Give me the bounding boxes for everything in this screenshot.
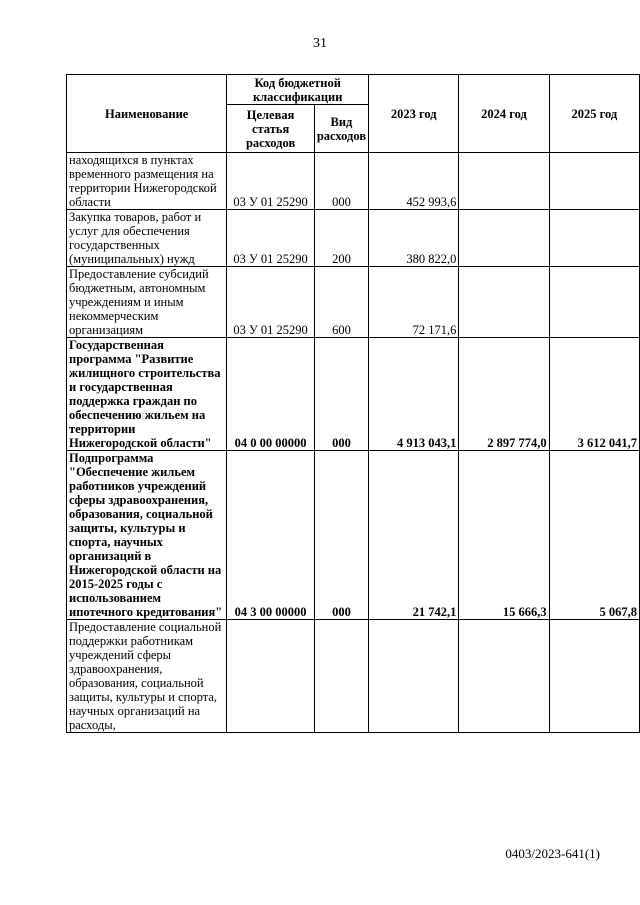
row-2023 (369, 620, 459, 733)
row-article: 03 У 01 25290 (227, 267, 314, 338)
row-type (314, 620, 368, 733)
table-row-subprogram (67, 451, 640, 620)
budget-table (66, 74, 640, 733)
header-2024: 2024 год (459, 75, 549, 153)
row-article: 04 0 00 00000 (227, 338, 314, 451)
table-row (67, 153, 640, 210)
row-type: 000 (314, 451, 368, 620)
row-2025 (549, 153, 639, 210)
row-type: 000 (314, 153, 368, 210)
row-name: Предоставление субсидий бюджетным, автономным учреждениям и иным некоммерческим организациям (67, 267, 227, 338)
header-expense-type: Вид расходов (314, 105, 368, 153)
row-2024: 2 897 774,0 (459, 338, 549, 451)
table-row-program (67, 338, 640, 451)
row-2025 (549, 267, 639, 338)
page-number: 31 (313, 36, 327, 51)
row-2025: 5 067,8 (549, 451, 639, 620)
table-row (67, 267, 640, 338)
row-article (227, 620, 314, 733)
row-2023: 380 822,0 (369, 210, 459, 267)
header-name: Наименование (67, 75, 227, 153)
row-2024 (459, 210, 549, 267)
row-2023: 452 993,6 (369, 153, 459, 210)
row-name: Государственная программа "Развитие жилищного строительства и государственная поддержка граждан по обеспечению жильем на территории Нижегородской области" (67, 338, 227, 451)
row-name: Подпрограмма "Обеспечение жильем работников учреждений сферы здравоохранения, образования, социальной защиты, культуры и спорта, научных организаций в Нижегородской области на 2015-2025 годы с использованием ипотечного кредитования" (67, 451, 227, 620)
row-name: Закупка товаров, работ и услуг для обеспечения государственных (муниципальных) нужд (67, 210, 227, 267)
row-type: 200 (314, 210, 368, 267)
header-2023: 2023 год (369, 75, 459, 153)
document-code: 0403/2023-641(1) (505, 846, 600, 861)
row-2023: 4 913 043,1 (369, 338, 459, 451)
row-2023: 21 742,1 (369, 451, 459, 620)
table-row (67, 210, 640, 267)
row-type: 000 (314, 338, 368, 451)
row-article: 03 У 01 25290 (227, 210, 314, 267)
row-2024 (459, 620, 549, 733)
row-name: Предоставление социальной поддержки работникам учреждений сферы здравоохранения, образования, социальной защиты, культуры и спорта, научных организаций на расходы, (67, 620, 227, 733)
row-2025 (549, 210, 639, 267)
row-2023: 72 171,6 (369, 267, 459, 338)
row-2024 (459, 267, 549, 338)
row-type: 600 (314, 267, 368, 338)
row-2025 (549, 620, 639, 733)
row-name: находящихся в пунктах временного размещения на территории Нижегородской области (67, 153, 227, 210)
row-article: 03 У 01 25290 (227, 153, 314, 210)
table-row (67, 620, 640, 733)
row-2024 (459, 153, 549, 210)
row-2025: 3 612 041,7 (549, 338, 639, 451)
header-2025: 2025 год (549, 75, 639, 153)
row-article: 04 3 00 00000 (227, 451, 314, 620)
header-code-group: Код бюджетной классификации (227, 75, 369, 105)
row-2024: 15 666,3 (459, 451, 549, 620)
header-target-article: Целевая статья расходов (227, 105, 314, 153)
